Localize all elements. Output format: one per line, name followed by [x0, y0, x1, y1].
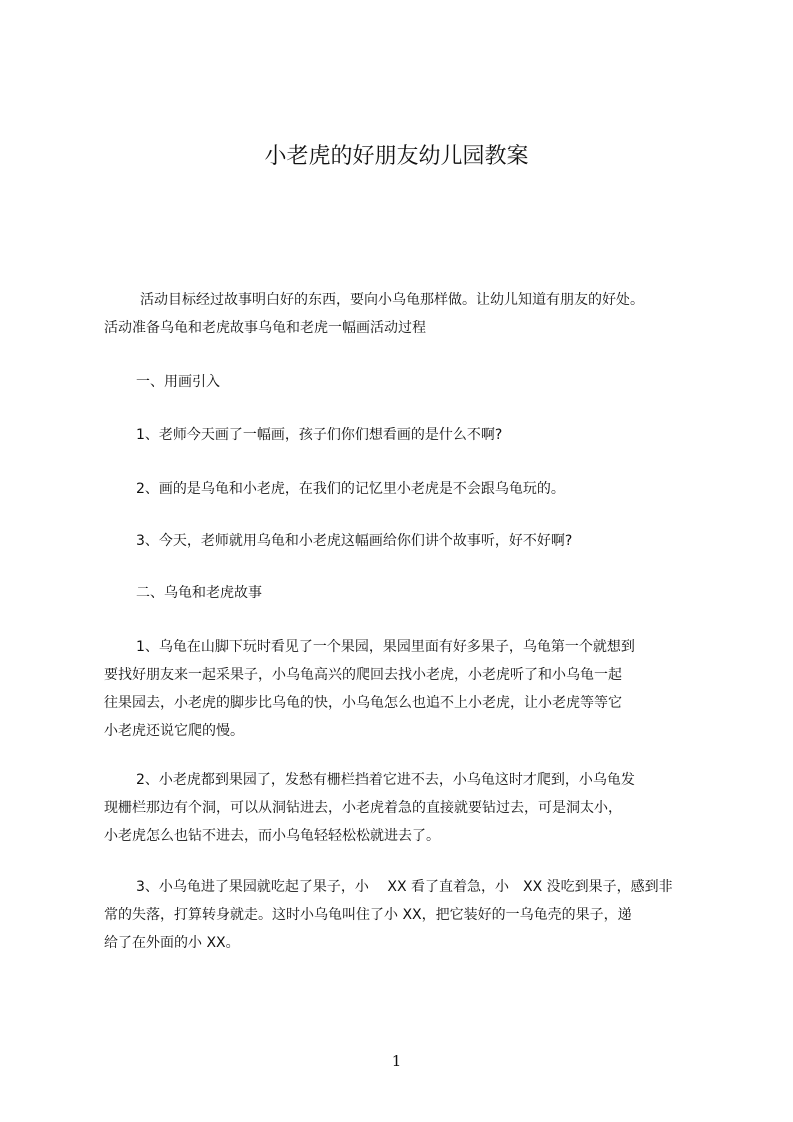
intro-line-2: 活动准备乌龟和老虎故事乌龟和老虎一幅画活动过程: [104, 320, 426, 336]
section1-item-2: 2、画的是乌龟和小老虎，在我们的记忆里小老虎是不会跟乌龟玩的。: [136, 481, 565, 497]
section1-item-3: 3、今天，老师就用乌龟和小老虎这幅画给你们讲个故事听，好不好啊?: [136, 533, 573, 549]
page-number: 1: [391, 1052, 402, 1070]
document-title: 小老虎的好朋友幼儿园教案: [264, 144, 529, 169]
section2-heading: 二、乌龟和老虎故事: [136, 585, 262, 601]
section1-heading: 一、用画引入: [136, 374, 220, 390]
intro-paragraph: [104, 286, 716, 342]
story-paragraph-2: 2、小老虎都到果园了，发愁有栅栏挡着它进不去，小乌龟这时才爬到，小乌龟发 现栅栏那边有个洞，可以从洞钻进去，小老虎着急的直接就要钻过去，可是洞太小， 小老虎怎么也钻不进去，而小乌龟轻轻松松就进去了。: [104, 772, 635, 844]
story-paragraph-3: 3、小乌龟进了果园就吃起了果子，小 XX 看了直着急，小 XX 没吃到果子，感到非 常的失落，打算转身就走。这时小乌龟叫住了小 XX，把它装好的一乌龟壳的果子，递 给了在外面的小 XX。: [104, 879, 673, 951]
story-paragraph-1: 1、乌龟在山脚下玩时看见了一个果园，果园里面有好多果子，乌龟第一个就想到 要找好朋友来一起采果子，小乌龟高兴的爬回去找小老虎，小老虎听了和小乌龟一起 往果园去，小老虎的脚步比乌龟的快，小乌龟怎么也追不上小老虎，让小老虎等等它 小老虎还说它爬的慢。: [104, 639, 635, 739]
intro-line-1: 活动目标经过故事明白好的东西，要向小乌龟那样做。让幼儿知道有朋友的好处。: [140, 292, 644, 308]
section1-item-1: 1、老师今天画了一幅画，孩子们你们想看画的是什么不啊?: [136, 427, 503, 443]
